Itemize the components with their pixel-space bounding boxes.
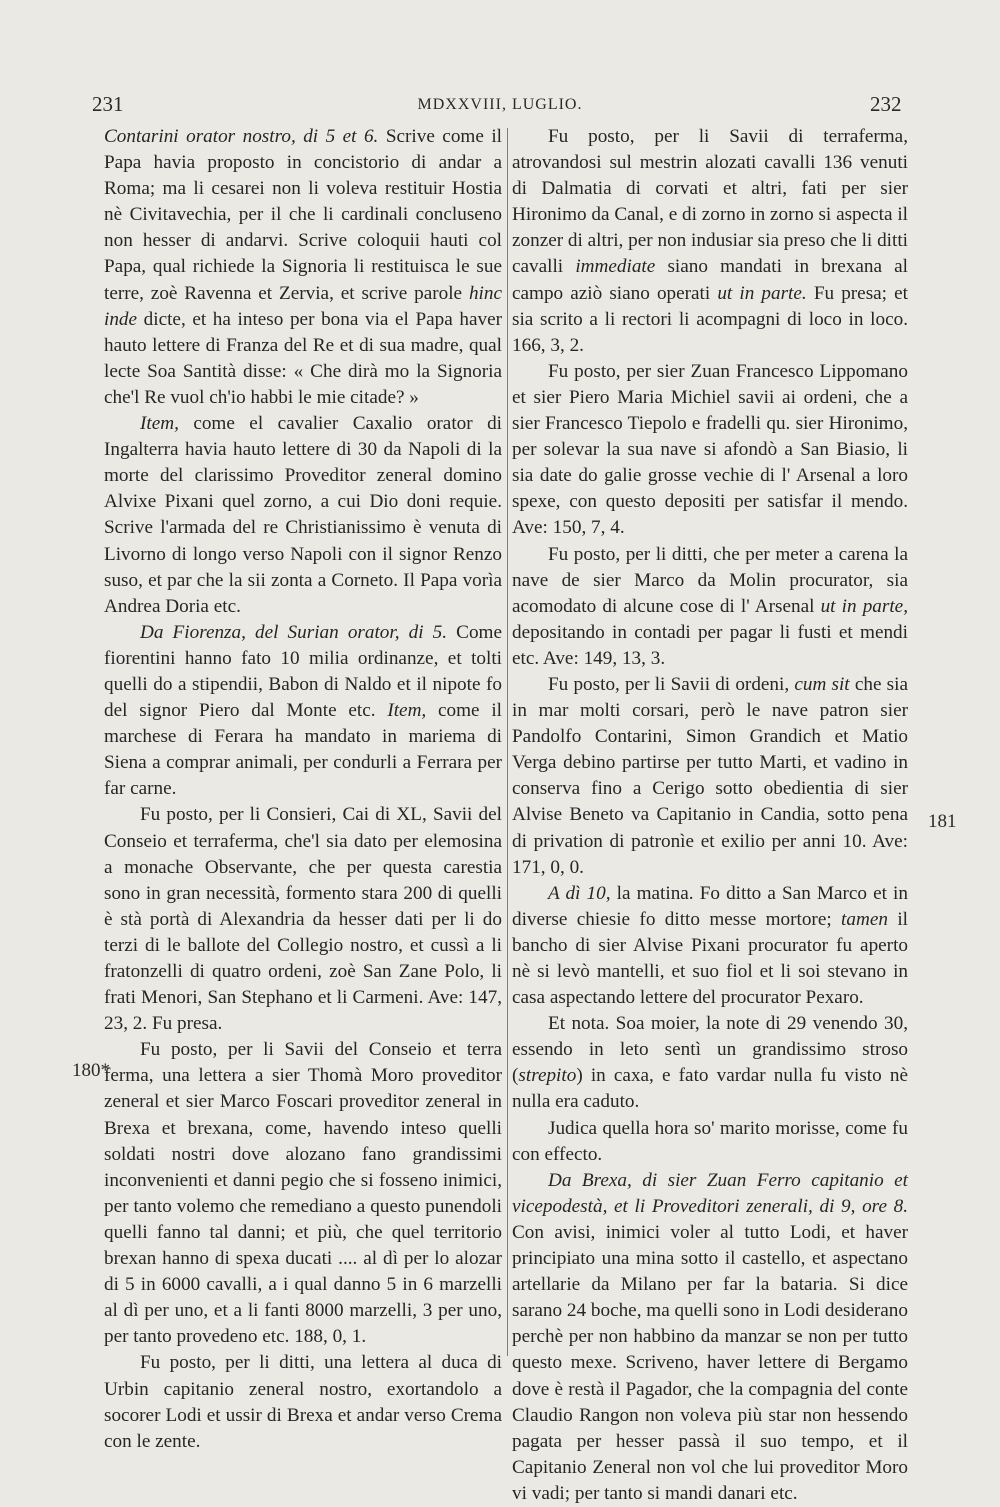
italic-run: tamen (841, 908, 888, 930)
text-run: Fu posto, per li ditti, una lettera al duca di Urbin capitanio zeneral nostro, exortandolo a socorer Lodi et ussir di Brexa et andar verso Crema con le zente. (104, 1352, 502, 1452)
italic-run: Da Fiorenza, del Surian orator, di 5. (140, 621, 448, 643)
text-run: Come fiorentini hanno fato 10 milia ordinanze, et tolti quelli do a stipendii, Babon di Naldo et il nipote fo del signor Piero dal Monte etc. (104, 621, 502, 722)
italic-run: ut in parte. (717, 282, 807, 304)
text-run: Fu posto, per li ditti, che per meter a carena la nave de sier Marco da Molin procurator, sia acomodato di alcune cose di l' Arsenal (512, 543, 908, 617)
paragraph (104, 1350, 502, 1454)
margin-note-left: 180* (72, 1060, 110, 1081)
column-divider (507, 128, 508, 1356)
paragraph (104, 1037, 502, 1350)
text-run: Fu posto, per li Savii del Conseio et terra ferma, una lettera a sier Thomà Moro proveditor zeneral et sier Marco Foscari proveditor zeneral in Brexa et brexana, come, havendo inteso quelli soldati nostri dove alozano fano grandissimi inconvenienti et danni pegio che si fosseno inimici, per tanto volemo che remediano a questo punendoli quelli fanno tal danni; et più, che quel territorio brexan hanno di spexa ducati .... al dì per lo alozar di 5 in 6000 cavalli, a i qual danno 5 in 6 marzelli al dì per uno, et a li fanti 8000 marzelli, 3 per uno, per tanto provedeno etc. 188, 0, 1. (104, 1039, 502, 1348)
paragraph (104, 620, 502, 803)
italic-run: immediate (575, 256, 656, 278)
italic-run: cum sit (794, 673, 850, 695)
text-run: la matina. Fo ditto a San Marco et in diverse chiesie fo ditto messe mortore; (512, 882, 908, 930)
paragraph (512, 1168, 908, 1507)
text-run: Fu posto, per li Savii di terraferma, atrovandosi sul mestrin alozati cavalli 136 venuti di Dalmatia di corvati et altri, fati per sier Hironimo da Canal, e di zorno in zorno si aspecta il zonzer di altri, per non indusiar sia preso che li ditti cavalli (512, 126, 908, 278)
text-run: Fu posto, per li Consieri, Cai di XL, Savii del Conseio et terraferma, che'l sia dato per elemosina a monache Observante, che per questa carestia sono in gran necessità, formento stara 200 di quelli è stà portà di Alexandria da hesser dati per li do terzi di le ballote del Collegio nostro, et cussì a li fratonzelli di quatro ordeni, zoè San Zane Polo, li frati Menori, San Stephano et li Carmeni. Ave: 147, 23, 2. Fu presa. (104, 804, 502, 1035)
text-run: dicte, et ha inteso per bona via el Papa haver hauto lettere di Franza del Re et di sua madre, qual lecte Soa Santità disse: « Che dirà mo la Signoria che'l Re vuol ch'io habbi le mie citade? » (104, 308, 502, 408)
right-page-number: 232 (870, 92, 902, 116)
right-text-column (512, 124, 908, 1507)
paragraph (512, 1011, 908, 1115)
italic-run: Contarini orator nostro, di 5 et 6. (104, 126, 379, 147)
paragraph (104, 802, 502, 1037)
italic-run: strepito (518, 1065, 577, 1087)
paragraph (104, 411, 502, 620)
text-run: Fu posto, per sier Zuan Francesco Lippomano et sier Piero Maria Michiel savii ai ordeni, che a sier Francesco Tiepolo e fradelli qu. sier Hironimo, per solevar la sua nave si afondò a San Biasio, li sia date do galie grosse vechie di l' Arsenal a loro spexe, con questo depositi per satisfar il mendo. Ave: 150, 7, 4. (512, 360, 908, 539)
left-text-column (104, 124, 502, 1455)
italic-run: Item, (140, 413, 179, 435)
text-run: siano mandati in brexana al campo aziò siano operati (512, 256, 908, 304)
text-run: Fu presa; et sia scrito a li rectori li acompagni di loco in loco. 166, 3, 2. (512, 282, 908, 356)
margin-note-right: 181 (928, 811, 957, 832)
paragraph (512, 672, 908, 881)
paragraph (512, 359, 908, 542)
text-run: il bancho di sier Alvise Pixani procurator fu aperto nè si levò mantelli, et suo fiol et li soi stevano in casa aspectando lettere del procurator Pexaro. (512, 908, 908, 1009)
text-run: come il marchese di Ferara ha mandato in mariema di Siena a comprar animali, per condurli a Ferrara per far carne. (104, 700, 503, 800)
text-run: Scrive come il Papa havia proposto in concistorio di andar a Roma; ma li cesarei non li voleva restituir Hostia nè Civitavechia, per il che li cardinali concluseno non hesser di andarvi. Scrive coloquii hauti col Papa, qual richiede la Signoria li restituisca le sue terre, zoè Ravenna et Zervia, et scrive parole (104, 126, 502, 304)
text-run: ) in caxa, e fato vardar nulla fu visto nè nulla era caduto. (512, 1065, 908, 1113)
paragraph (512, 542, 908, 672)
text-run: depositando in contadi per pagar li fusti et mendi etc. Ave: 149, 13, 3. (512, 621, 908, 669)
italic-run: hinc inde (104, 282, 502, 330)
italic-run: Item, (387, 700, 427, 722)
paragraph (512, 881, 908, 1011)
italic-run: Da Brexa, di sier Zuan Ferro capitanio et vicepodestà, et li Proveditori zenerali, di 9, ore 8. (512, 1169, 908, 1217)
text-run: come el cavalier Caxalio orator di Ingalterra havia hauto lettere di 30 da Napoli di la morte del clarissimo Proveditor zeneral domino Alvixe Pixani quel zorno, a cui Dio doni requie. Scrive l'armada del re Christianissimo è venuta di Livorno di longo verso Napoli con il signor Renzo suso, et par che la sii zonta a Corneto. Il Papa vorìa Andrea Doria etc. (104, 413, 502, 617)
running-title: MDXXVIII, LUGLIO. (417, 96, 583, 113)
text-run: Et nota. Soa moier, la note di 29 venendo 30, essendo in leto sentì un grandissimo stroso ( (512, 1013, 908, 1087)
text-run: Fu posto, per li Savii di ordeni, (548, 673, 795, 695)
paragraph (512, 124, 908, 359)
paragraph (104, 124, 502, 411)
left-page-number: 231 (92, 92, 124, 116)
paragraph (512, 1116, 908, 1168)
text-run: Judica quella hora so' marito morisse, come fu con effecto. (512, 1117, 908, 1165)
italic-run: A dì 10, (548, 882, 611, 904)
italic-run: ut in parte, (820, 595, 908, 617)
text-run: Con avisi, inimici voler al tutto Lodi, et haver principiato una mina sotto il castello, et aspectano artellarie da Milano per far la bataria. Si dice sarano 24 boche, ma quelli sono in Lodi desiderano perchè per non habbino da manzar se non per tutto questo mexe. Scriveno, haver lettere di Bergamo dove è restà il Pagador, che la compagnia del conte Claudio Rangon non voleva più star non hessendo pagata per hesser passà il suo tempo, et il Capitanio Zeneral non vol che lui proveditor Moro vi vadi; per tanto si mandi danari etc. (512, 1221, 908, 1504)
text-run: che sia in mar molti corsari, però le nave patron sier Pandolfo Contarini, Simon Grandich et Matio Verga debino partirse per tutto Marti, et vadino in conserva fino a Cerigo sotto obedientia di sier Alvise Beneto va Capitanio in Candia, sotto pena di privation di patronìe et exilio per anni 10. Ave: 171, 0, 0. (512, 673, 908, 878)
